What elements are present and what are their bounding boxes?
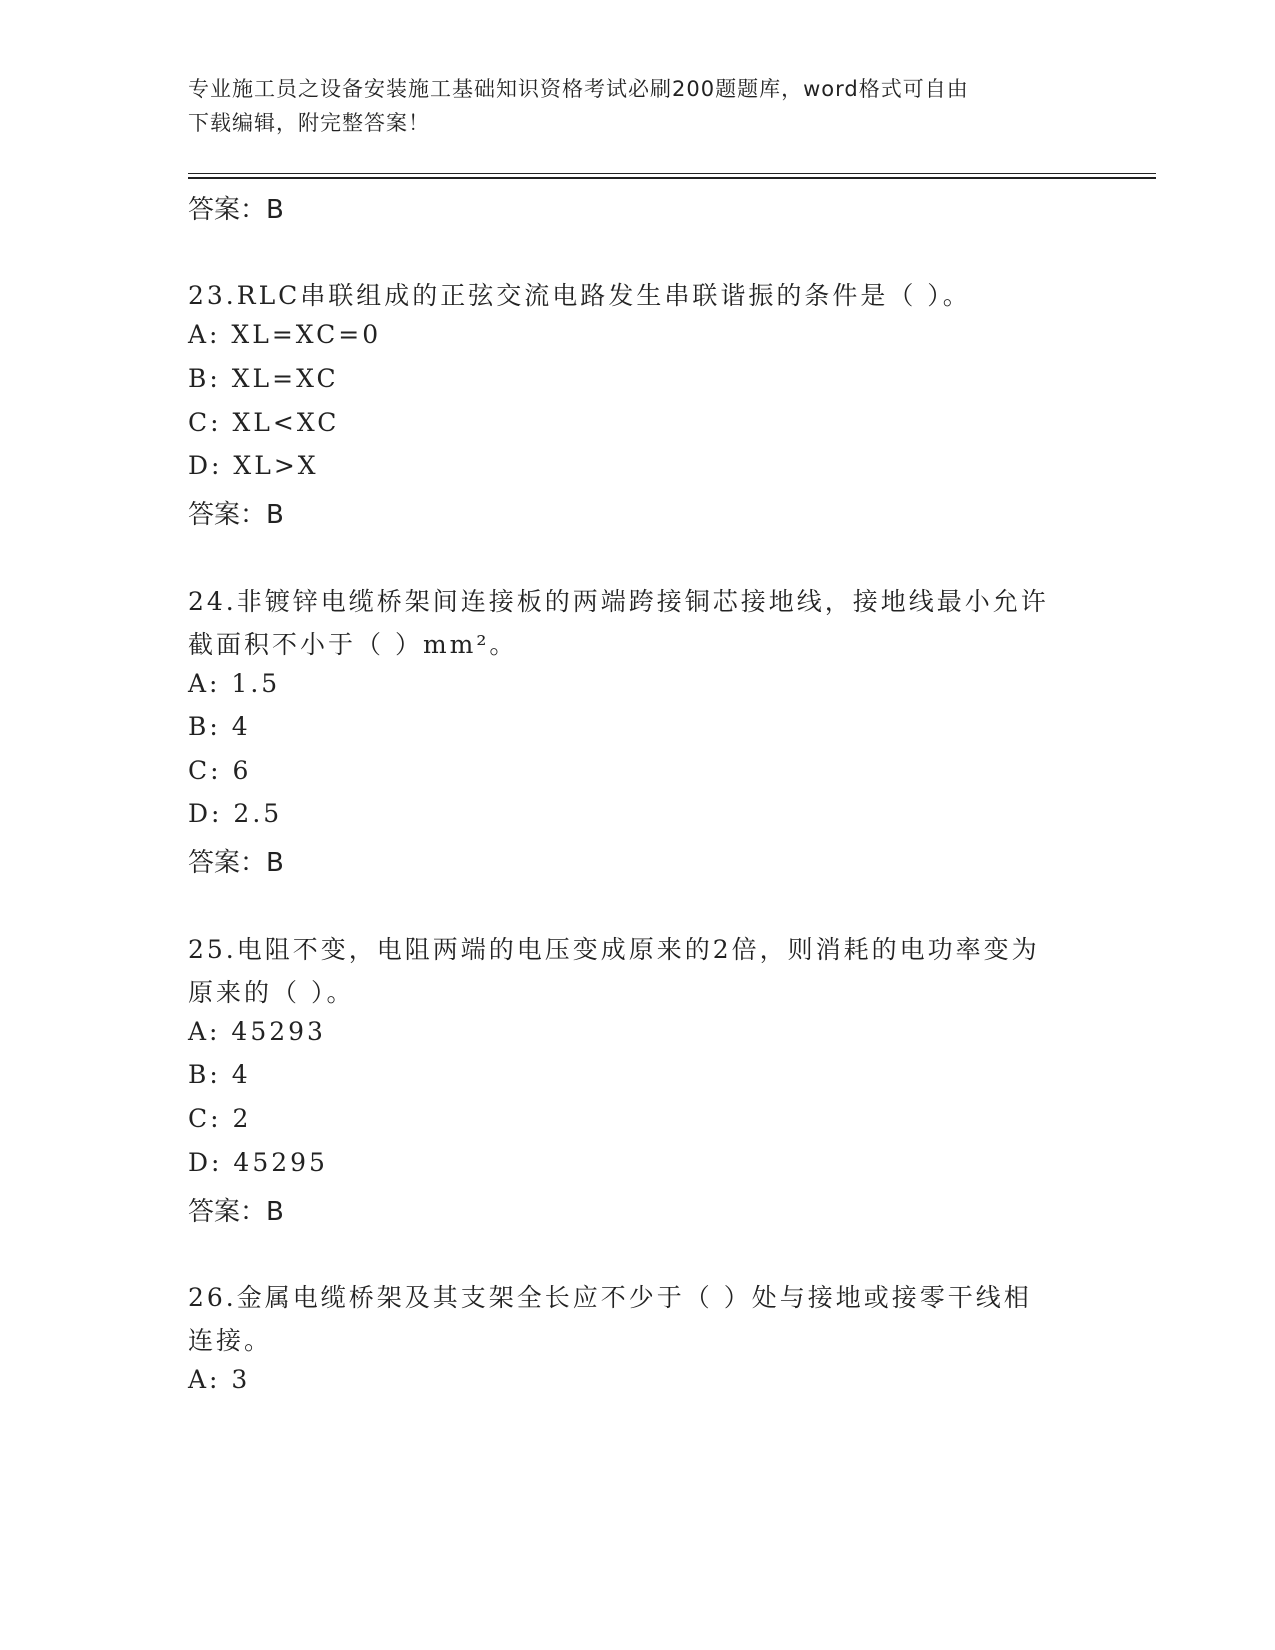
question-stem: 26.金属电缆桥架及其支架全长应不少于（ ）处与接地或接零干线相	[188, 1283, 1032, 1312]
question-stem-cont: 原来的（ ）。	[188, 978, 355, 1007]
option-d: D: 45295	[188, 1148, 328, 1177]
header-rule-thin	[188, 173, 1156, 174]
answer-line: 答案：B	[188, 500, 284, 530]
option-a: A: 1.5	[188, 669, 281, 698]
document-header	[188, 72, 1088, 140]
option-b: B: 4	[188, 712, 251, 741]
option-d: D: 2.5	[188, 799, 283, 828]
option-d: D: XL>X	[188, 451, 319, 480]
option-c: C: XL<XC	[188, 408, 340, 437]
question-stem: 25.电阻不变，电阻两端的电压变成原来的2倍，则消耗的电功率变为	[188, 935, 1040, 964]
answer-line: 答案：B	[188, 195, 284, 225]
question-stem-cont: 截面积不小于（ ）mm²。	[188, 630, 518, 659]
option-c: C: 6	[188, 756, 252, 785]
option-a: A: XL=XC=0	[188, 320, 382, 349]
question-stem-cont: 连接。	[188, 1326, 273, 1355]
option-b: B: XL=XC	[188, 364, 339, 393]
option-c: C: 2	[188, 1104, 252, 1133]
option-a: A: 45293	[188, 1017, 326, 1046]
option-b: B: 4	[188, 1060, 251, 1089]
question-stem: 23.RLC串联组成的正弦交流电路发生串联谐振的条件是（ ）。	[188, 281, 971, 310]
question-stem: 24.非镀锌电缆桥架间连接板的两端跨接铜芯接地线，接地线最小允许	[188, 587, 1049, 616]
header-rule-thick	[188, 177, 1156, 179]
header-line-2: 下载编辑，附完整答案！	[188, 111, 430, 135]
header-line-1: 专业施工员之设备安装施工基础知识资格考试必刷200题题库，word格式可自由	[188, 77, 969, 101]
answer-line: 答案：B	[188, 848, 284, 878]
option-a: A: 3	[188, 1365, 251, 1394]
answer-line: 答案：B	[188, 1197, 284, 1227]
